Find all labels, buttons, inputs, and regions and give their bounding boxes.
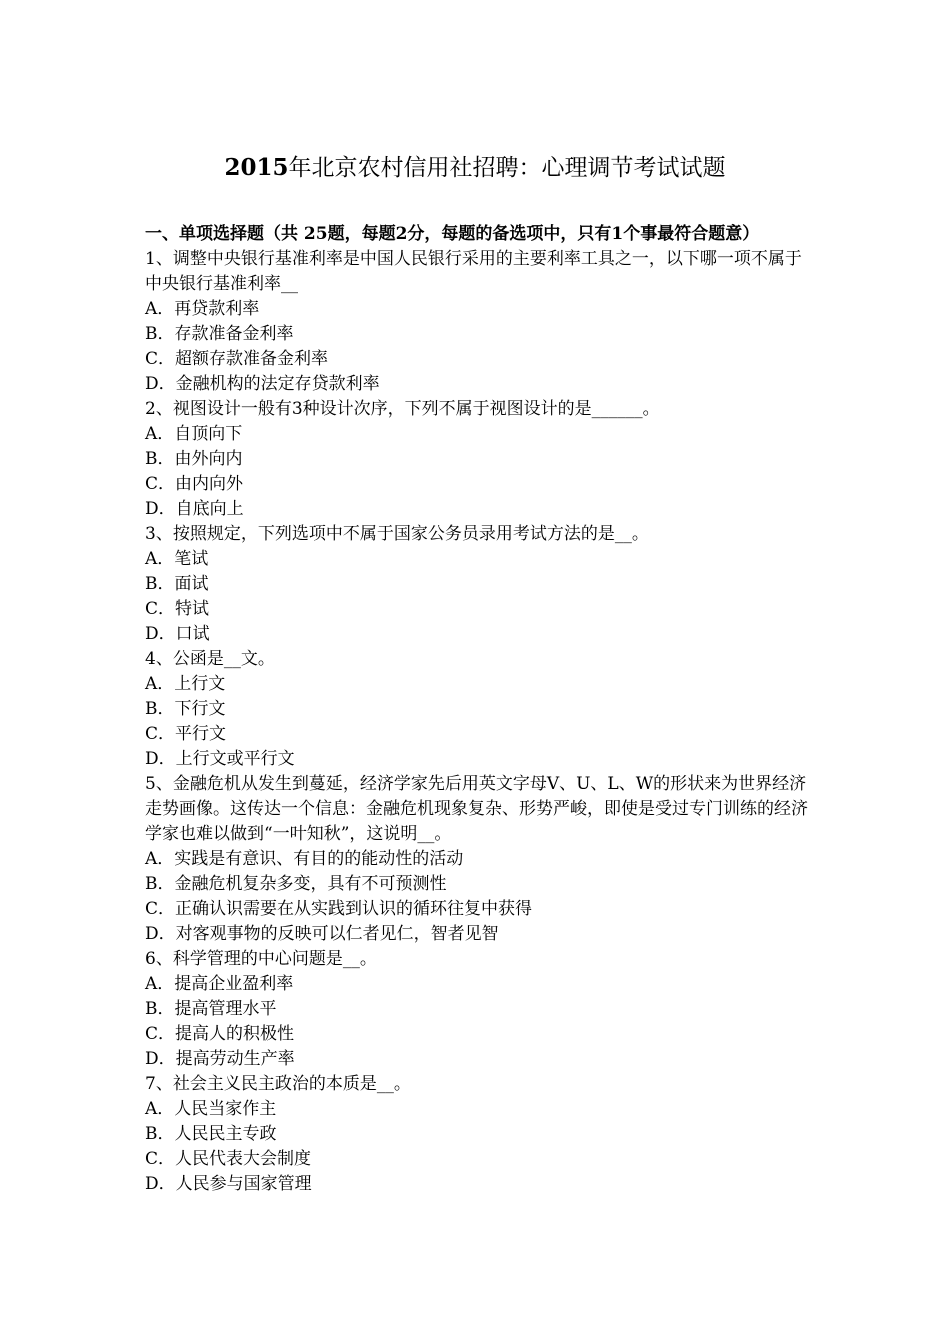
option-b: B．提高管理水平 <box>145 999 277 1019</box>
question-text: 7、社会主义民主政治的本质是__。 <box>145 1074 411 1094</box>
option-a: A．人民当家作主 <box>145 1099 277 1119</box>
option-d: D．人民参与国家管理 <box>145 1174 312 1194</box>
option-a: A．再贷款利率 <box>145 299 260 319</box>
question-4 <box>145 647 810 772</box>
option-a: A．自顶向下 <box>145 424 243 444</box>
title-text: 年北京农村信用社招聘：心理调节考试试题 <box>288 155 726 181</box>
question-text: 2、视图设计一般有3种设计次序，下列不属于视图设计的是______。 <box>145 399 660 419</box>
question-3 <box>145 522 810 647</box>
option-a: A．提高企业盈利率 <box>145 974 294 994</box>
option-d: D．上行文或平行文 <box>145 749 295 769</box>
question-text: 4、公函是__文。 <box>145 649 275 669</box>
option-c: C．特试 <box>145 599 210 619</box>
option-b: B．存款准备金利率 <box>145 324 294 344</box>
option-b: B．由外向内 <box>145 449 243 469</box>
option-c: C．正确认识需要在从实践到认识的循环往复中获得 <box>145 899 533 919</box>
title-year: 2015 <box>224 154 289 181</box>
option-d: D．提高劳动生产率 <box>145 1049 295 1069</box>
question-1 <box>145 247 810 397</box>
option-b: B．金融危机复杂多变，具有不可预测性 <box>145 874 447 894</box>
option-a: A．实践是有意识、有目的的能动性的活动 <box>145 849 464 869</box>
option-c: C．人民代表大会制度 <box>145 1149 312 1169</box>
question-7 <box>145 1072 810 1197</box>
option-a: A．上行文 <box>145 674 226 694</box>
option-b: B．下行文 <box>145 699 226 719</box>
option-a: A．笔试 <box>145 549 209 569</box>
question-text: 1、调整中央银行基准利率是中国人民银行采用的主要利率工具之一，以下哪一项不属于中央银行基准利率__ <box>145 249 802 294</box>
question-text: 5、金融危机从发生到蔓延，经济学家先后用英文字母V、U、L、W的形状来为世界经济走势画像。这传达一个信息：金融危机现象复杂、形势严峻，即使是受过专门训练的经济学家也难以做到“一叶知秋”，这说明__。 <box>145 774 808 844</box>
option-d: D．自底向上 <box>145 499 244 519</box>
option-d: D．对客观事物的反映可以仁者见仁，智者见智 <box>145 924 499 944</box>
question-2 <box>145 397 810 522</box>
option-c: C．由内向外 <box>145 474 244 494</box>
section-heading: 一、单项选择题（共 25题，每题2分，每题的备选项中，只有1个事最符合题意） <box>145 224 760 244</box>
option-b: B．人民民主专政 <box>145 1124 277 1144</box>
option-d: D．口试 <box>145 624 210 644</box>
question-6 <box>145 947 810 1072</box>
option-c: C．平行文 <box>145 724 227 744</box>
option-b: B．面试 <box>145 574 209 594</box>
exam-content <box>145 222 810 1197</box>
option-c: C．超额存款准备金利率 <box>145 349 329 369</box>
page-title <box>0 150 950 186</box>
question-text: 3、按照规定，下列选项中不属于国家公务员录用考试方法的是__。 <box>145 524 649 544</box>
question-5 <box>145 772 810 947</box>
option-d: D．金融机构的法定存贷款利率 <box>145 374 380 394</box>
question-text: 6、科学管理的中心问题是__。 <box>145 949 377 969</box>
option-c: C．提高人的积极性 <box>145 1024 295 1044</box>
